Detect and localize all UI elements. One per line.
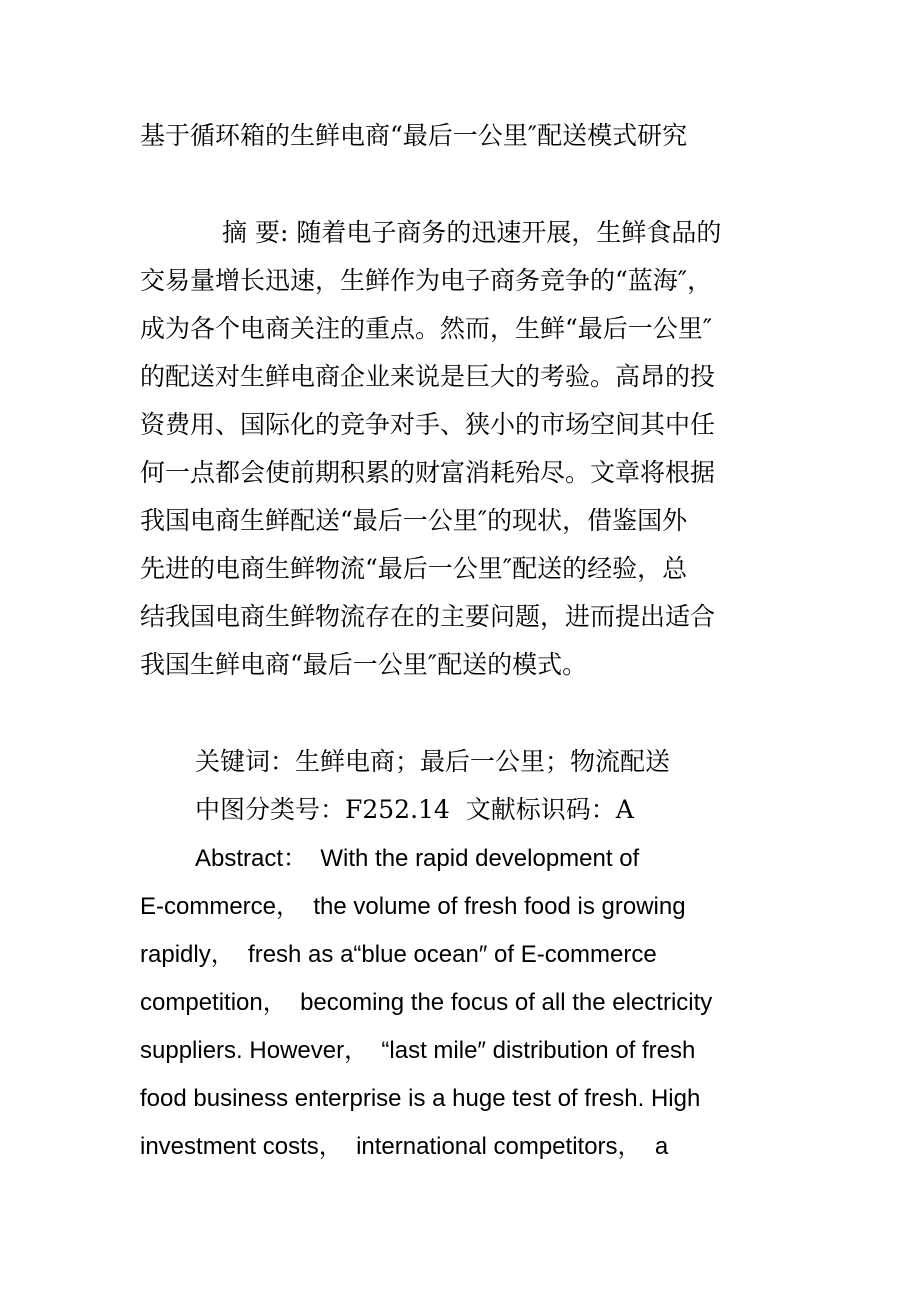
abstract-cn-line: 交易量增长迅速，生鲜作为电子商务竞争的“蓝海″， — [140, 266, 713, 295]
abstract-en-line: E-commerce， the volume of fresh food is growing — [140, 893, 686, 920]
abstract-en-line: Abstract： With the rapid development of — [195, 845, 640, 872]
abstract-cn-line: 成为各个电商关注的重点。然而，生鲜“最后一公里″ — [140, 314, 713, 343]
abstract-en-line: rapidly， fresh as a“blue ocean″ of E-commerce — [140, 941, 657, 968]
classification: 中图分类号：F252.14 文献标识码：A — [195, 795, 634, 824]
abstract-cn-line: 先进的电商生鲜物流“最后一公里″配送的经验，总 — [140, 554, 688, 583]
abstract-cn-line: 我国生鲜电商“最后一公里″配送的模式。 — [140, 650, 588, 679]
abstract-en-line: investment costs， international competitors， a — [140, 1133, 669, 1160]
abstract-cn-line: 结我国电商生鲜物流存在的主要问题，进而提出适合 — [140, 602, 716, 631]
abstract-cn-line: 资费用、国际化的竞争对手、狭小的市场空间其中任 — [140, 410, 716, 439]
keywords: 关键词：生鲜电商；最后一公里；物流配送 — [195, 747, 671, 776]
abstract-en-line: competition， becoming the focus of all the electricity — [140, 989, 713, 1016]
abstract-cn-line: 何一点都会使前期积累的财富消耗殆尽。文章将根据 — [140, 458, 716, 487]
document-title: 基于循环箱的生鲜电商“最后一公里″配送模式研究 — [140, 121, 688, 150]
abstract-cn-line: 的配送对生鲜电商企业来说是巨大的考验。高昂的投 — [140, 362, 716, 391]
abstract-cn-line: 我国电商生鲜配送“最后一公里″的现状，借鉴国外 — [140, 506, 688, 535]
abstract-en-line: suppliers. However， “last mile″ distribution of fresh — [140, 1037, 696, 1064]
abstract-cn-line: 摘 要: 随着电子商务的迅速开展，生鲜食品的 — [222, 218, 722, 247]
abstract-en-line: food business enterprise is a huge test of fresh. High — [140, 1085, 701, 1112]
